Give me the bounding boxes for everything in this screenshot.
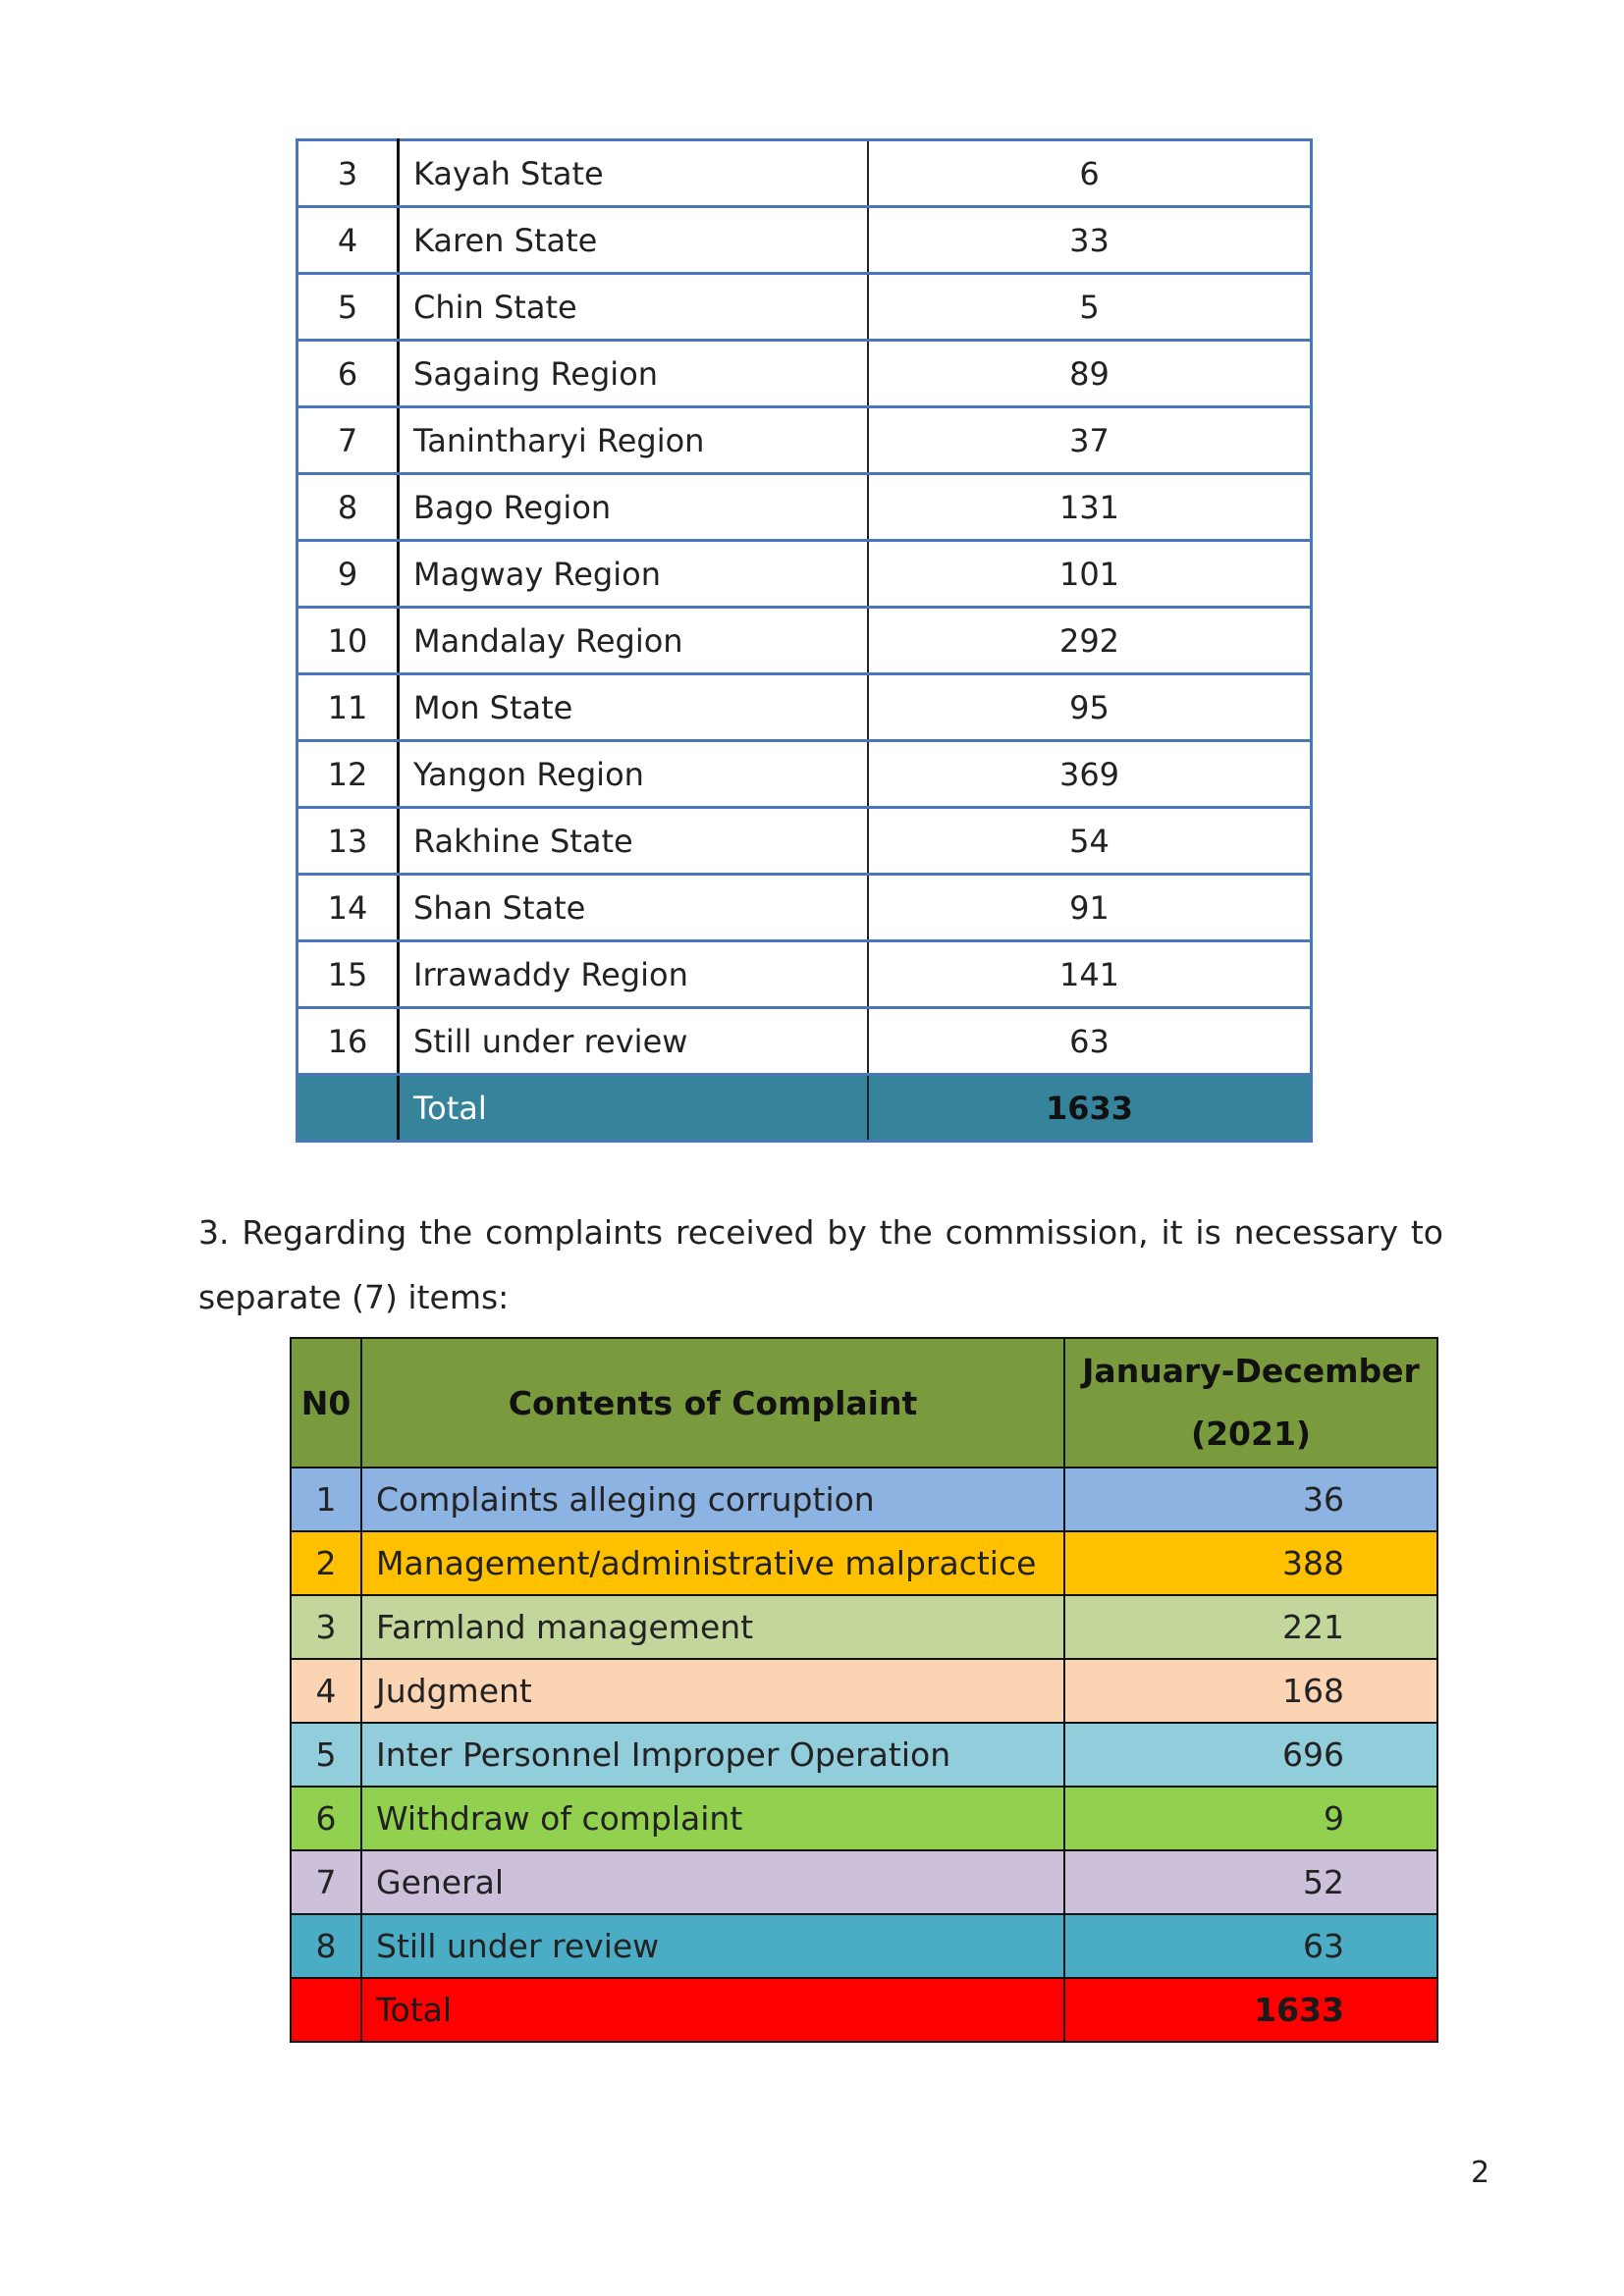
region-name-cell: Chin State <box>399 274 869 341</box>
complaint-type-cell: Judgment <box>361 1659 1064 1723</box>
complaint-row <box>291 1787 1437 1850</box>
page-number: 2 <box>1471 2156 1490 2190</box>
region-number-cell: 13 <box>298 808 399 875</box>
complaint-type-cell: Still under review <box>361 1914 1064 1978</box>
complaint-type-cell: General <box>361 1850 1064 1914</box>
region-row <box>298 541 1312 608</box>
complaint-count-cell: 221 <box>1064 1595 1437 1659</box>
region-number-cell: 9 <box>298 541 399 608</box>
complaint-number-cell: 7 <box>291 1850 361 1914</box>
region-number-cell: 15 <box>298 941 399 1008</box>
complaint-count-cell: 52 <box>1064 1850 1437 1914</box>
complaint-row <box>291 1659 1437 1723</box>
region-count-cell: 37 <box>868 407 1312 474</box>
region-row <box>298 474 1312 541</box>
region-number-cell: 6 <box>298 341 399 407</box>
region-number-cell: 8 <box>298 474 399 541</box>
header-no: N0 <box>291 1338 361 1468</box>
region-name-cell: Kayah State <box>399 140 869 207</box>
region-count-cell: 54 <box>868 808 1312 875</box>
region-row <box>298 808 1312 875</box>
complaint-number-cell: 4 <box>291 1659 361 1723</box>
complaint-contents-table <box>290 1337 1438 2043</box>
region-count-cell: 33 <box>868 207 1312 274</box>
region-name-cell: Bago Region <box>399 474 869 541</box>
complaint-count-cell: 9 <box>1064 1787 1437 1850</box>
region-number-cell: 10 <box>298 608 399 674</box>
complaint-table-header-row <box>291 1338 1437 1468</box>
region-row <box>298 674 1312 741</box>
complaint-type-cell: Withdraw of complaint <box>361 1787 1064 1850</box>
region-row <box>298 407 1312 474</box>
region-row <box>298 341 1312 407</box>
complaint-number-cell: 3 <box>291 1595 361 1659</box>
region-name-cell: Rakhine State <box>399 808 869 875</box>
region-number-cell: 14 <box>298 875 399 941</box>
region-name-cell: Karen State <box>399 207 869 274</box>
region-name-cell: Total <box>399 1075 869 1142</box>
region-count-cell: 89 <box>868 341 1312 407</box>
region-row <box>298 941 1312 1008</box>
complaint-number-cell: 8 <box>291 1914 361 1978</box>
complaint-number-cell: 1 <box>291 1468 361 1531</box>
region-row <box>298 140 1312 207</box>
region-table-body <box>298 140 1312 1142</box>
complaint-number-cell <box>291 1978 361 2042</box>
complaint-row <box>291 1531 1437 1595</box>
complaint-row <box>291 1595 1437 1659</box>
region-number-cell: 16 <box>298 1008 399 1075</box>
region-count-cell: 63 <box>868 1008 1312 1075</box>
complaint-type-cell: Inter Personnel Improper Operation <box>361 1723 1064 1787</box>
region-name-cell: Mon State <box>399 674 869 741</box>
header-contents: Contents of Complaint <box>361 1338 1064 1468</box>
region-count-cell: 95 <box>868 674 1312 741</box>
complaint-type-cell: Complaints alleging corruption <box>361 1468 1064 1531</box>
complaint-type-cell: Farmland management <box>361 1595 1064 1659</box>
header-period-line1: January-December <box>1082 1352 1420 1390</box>
region-count-cell: 131 <box>868 474 1312 541</box>
region-name-cell: Yangon Region <box>399 741 869 808</box>
complaint-count-cell: 168 <box>1064 1659 1437 1723</box>
region-name-cell: Still under review <box>399 1008 869 1075</box>
region-number-cell: 11 <box>298 674 399 741</box>
region-name-cell: Shan State <box>399 875 869 941</box>
complaint-number-cell: 6 <box>291 1787 361 1850</box>
header-period-line2: (2021) <box>1190 1415 1311 1453</box>
complaint-number-cell: 2 <box>291 1531 361 1595</box>
complaint-count-cell: 36 <box>1064 1468 1437 1531</box>
region-name-cell: Irrawaddy Region <box>399 941 869 1008</box>
region-count-cell: 292 <box>868 608 1312 674</box>
region-count-cell: 91 <box>868 875 1312 941</box>
region-name-cell: Tanintharyi Region <box>399 407 869 474</box>
region-count-cell: 101 <box>868 541 1312 608</box>
region-count-cell: 5 <box>868 274 1312 341</box>
complaint-count-cell: 388 <box>1064 1531 1437 1595</box>
region-total-row <box>298 1075 1312 1142</box>
complaint-row <box>291 1468 1437 1531</box>
region-number-cell: 4 <box>298 207 399 274</box>
complaint-row <box>291 1850 1437 1914</box>
complaint-count-cell: 63 <box>1064 1914 1437 1978</box>
region-number-cell: 3 <box>298 140 399 207</box>
complaint-number-cell: 5 <box>291 1723 361 1787</box>
region-row <box>298 875 1312 941</box>
region-name-cell: Magway Region <box>399 541 869 608</box>
complaint-count-cell: 1633 <box>1064 1978 1437 2042</box>
region-count-cell: 141 <box>868 941 1312 1008</box>
region-number-cell <box>298 1075 399 1142</box>
region-count-cell: 6 <box>868 140 1312 207</box>
region-name-cell: Mandalay Region <box>399 608 869 674</box>
complaint-row <box>291 1914 1437 1978</box>
region-row <box>298 207 1312 274</box>
complaint-total-row <box>291 1978 1437 2042</box>
region-row <box>298 274 1312 341</box>
region-number-cell: 12 <box>298 741 399 808</box>
complaint-count-cell: 696 <box>1064 1723 1437 1787</box>
region-count-cell: 1633 <box>868 1075 1312 1142</box>
complaint-type-cell: Management/administrative malpractice <box>361 1531 1064 1595</box>
region-number-cell: 5 <box>298 274 399 341</box>
region-row <box>298 1008 1312 1075</box>
region-row <box>298 608 1312 674</box>
region-name-cell: Sagaing Region <box>399 341 869 407</box>
region-number-cell: 7 <box>298 407 399 474</box>
complaint-type-cell: Total <box>361 1978 1064 2042</box>
complaint-row <box>291 1723 1437 1787</box>
header-period <box>1064 1338 1437 1468</box>
region-count-cell: 369 <box>868 741 1312 808</box>
section-3-paragraph: 3. Regarding the complaints received by the commission, it is necessary to separate (7) items: <box>198 1213 1443 1316</box>
region-row <box>298 741 1312 808</box>
region-complaints-table <box>296 138 1313 1143</box>
complaint-table-body <box>291 1468 1437 2042</box>
